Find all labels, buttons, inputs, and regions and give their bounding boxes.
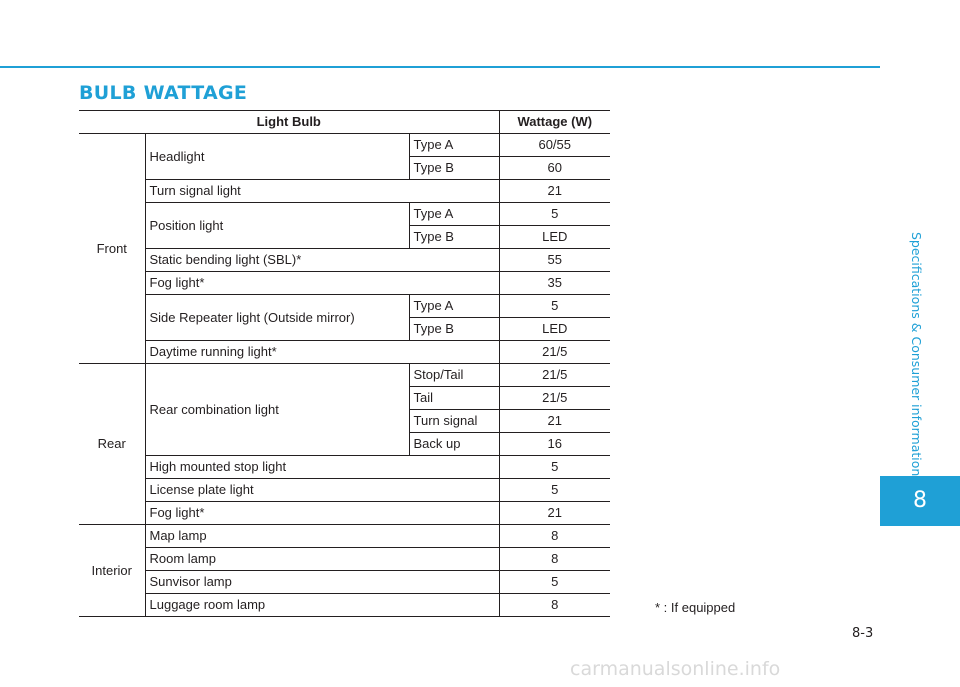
bulb-name: High mounted stop light — [145, 456, 499, 479]
table-row — [79, 364, 610, 387]
bulb-wattage: 5 — [499, 203, 610, 226]
footnote: * : If equipped — [655, 600, 736, 615]
table-row — [79, 295, 610, 318]
bulb-name: Position light — [145, 203, 409, 249]
bulb-wattage: 21/5 — [499, 364, 610, 387]
bulb-name: Daytime running light* — [145, 341, 499, 364]
table-row — [79, 272, 610, 295]
bulb-name: Fog light* — [145, 272, 499, 295]
table-row — [79, 249, 610, 272]
bulb-name: License plate light — [145, 479, 499, 502]
column-header-light-bulb: Light Bulb — [79, 111, 499, 134]
bulb-name: Fog light* — [145, 502, 499, 525]
bulb-type: Type B — [409, 157, 499, 180]
bulb-name: Luggage room lamp — [145, 594, 499, 617]
bulb-name: Room lamp — [145, 548, 499, 571]
table-row — [79, 134, 610, 157]
table-row — [79, 502, 610, 525]
bulb-name: Headlight — [145, 134, 409, 180]
bulb-type: Turn signal — [409, 410, 499, 433]
table-row — [79, 456, 610, 479]
header-rule — [0, 66, 880, 68]
bulb-name: Rear combination light — [145, 364, 409, 456]
bulb-type: Type B — [409, 226, 499, 249]
bulb-type: Type A — [409, 295, 499, 318]
table-row — [79, 525, 610, 548]
table-row — [79, 594, 610, 617]
bulb-wattage: 8 — [499, 594, 610, 617]
bulb-wattage: LED — [499, 226, 610, 249]
section-side-text: Specifications & Consumer information — [909, 232, 924, 477]
bulb-type: Type A — [409, 134, 499, 157]
bulb-name: Map lamp — [145, 525, 499, 548]
bulb-type: Tail — [409, 387, 499, 410]
bulb-type: Type B — [409, 318, 499, 341]
bulb-wattage: 16 — [499, 433, 610, 456]
section-side-label — [906, 232, 924, 477]
bulb-type: Stop/Tail — [409, 364, 499, 387]
bulb-wattage: 21/5 — [499, 341, 610, 364]
page-title: BULB WATTAGE — [79, 82, 248, 104]
bulb-wattage: LED — [499, 318, 610, 341]
watermark: carmanualsonline.info — [570, 658, 781, 680]
bulb-wattage: 21 — [499, 180, 610, 203]
bulb-wattage: 5 — [499, 571, 610, 594]
group-label-front: Front — [79, 134, 145, 364]
chapter-tab: 8 — [880, 476, 960, 526]
page-number: 8-3 — [852, 626, 874, 641]
bulb-wattage: 8 — [499, 548, 610, 571]
group-label-rear: Rear — [79, 364, 145, 525]
table-row — [79, 479, 610, 502]
bulb-wattage: 21/5 — [499, 387, 610, 410]
bulb-wattage: 5 — [499, 456, 610, 479]
group-label-interior: Interior — [79, 525, 145, 617]
table-row — [79, 571, 610, 594]
bulb-type: Type A — [409, 203, 499, 226]
column-header-wattage: Wattage (W) — [499, 111, 610, 134]
bulb-name: Side Repeater light (Outside mirror) — [145, 295, 409, 341]
bulb-wattage: 60/55 — [499, 134, 610, 157]
table-header-row — [79, 111, 610, 134]
bulb-name: Turn signal light — [145, 180, 499, 203]
bulb-wattage: 21 — [499, 410, 610, 433]
bulb-name: Static bending light (SBL)* — [145, 249, 499, 272]
table-row — [79, 203, 610, 226]
bulb-name: Sunvisor lamp — [145, 571, 499, 594]
bulb-wattage: 21 — [499, 502, 610, 525]
table-row — [79, 341, 610, 364]
table-row — [79, 548, 610, 571]
bulb-wattage: 55 — [499, 249, 610, 272]
bulb-type: Back up — [409, 433, 499, 456]
bulb-wattage: 60 — [499, 157, 610, 180]
bulb-wattage-table — [79, 110, 610, 617]
table-row — [79, 180, 610, 203]
bulb-wattage: 5 — [499, 295, 610, 318]
bulb-wattage: 5 — [499, 479, 610, 502]
bulb-wattage: 8 — [499, 525, 610, 548]
bulb-wattage: 35 — [499, 272, 610, 295]
